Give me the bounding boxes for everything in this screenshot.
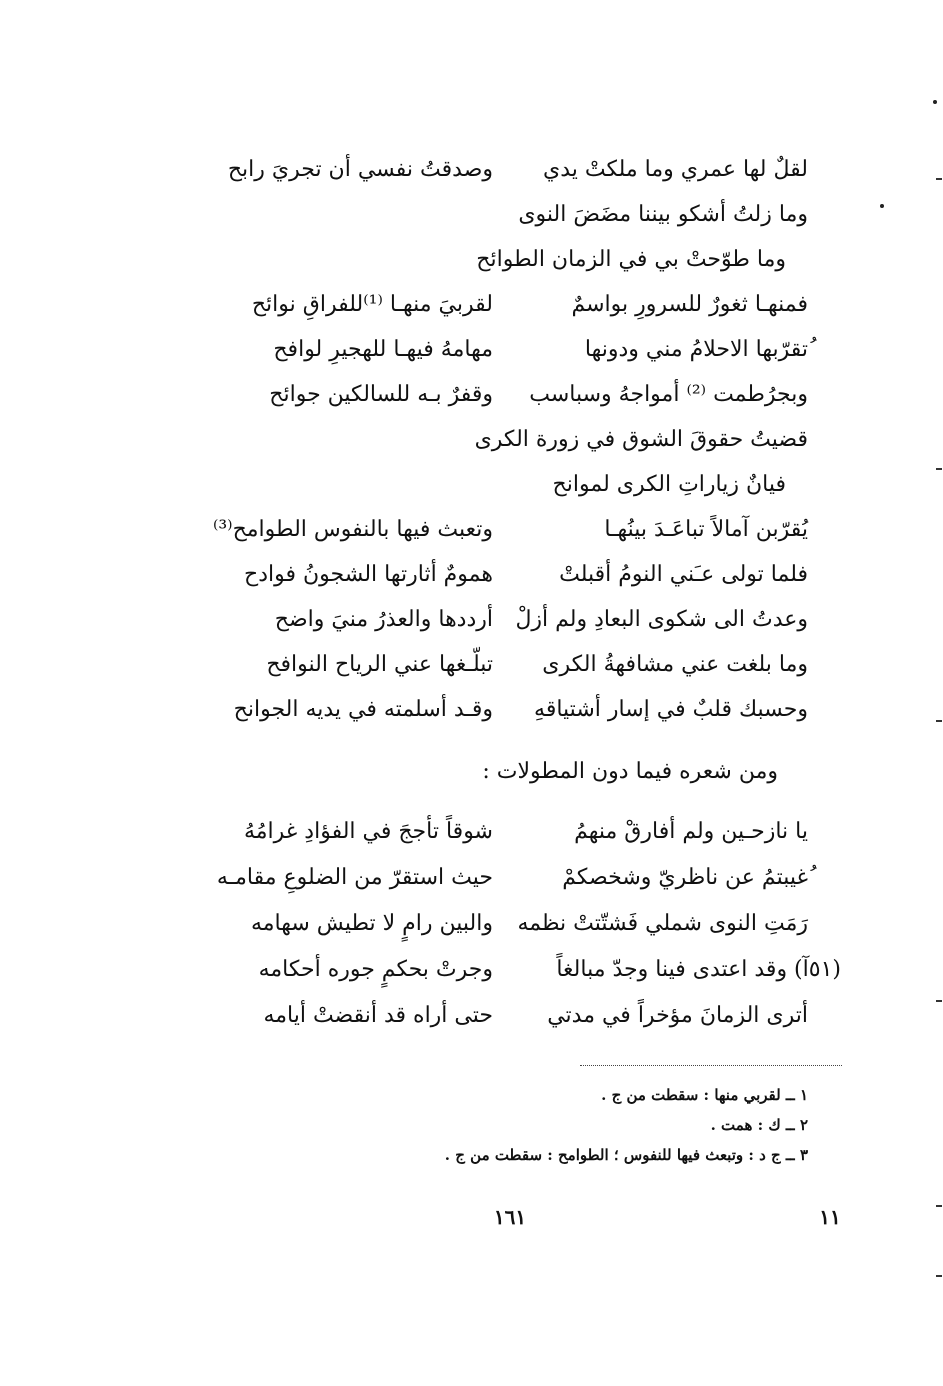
verse-11-hemistich-2: أرددها والعذرُ منيَ واضح — [274, 607, 493, 632]
verse-line-10 — [208, 555, 808, 595]
verse-9-hemistich-2: وتعبث فيها بالنفوس الطوامح⁽³⁾ — [212, 517, 493, 542]
section-intro — [208, 752, 808, 792]
verse2-4-hemistich-1: (٥١آ) وقد اعتدى فينا وجدّ مبالغاً — [556, 957, 841, 982]
verse-7-hemistich-1: قضيتُ حقوقَ الشوق في زورة الكرى — [474, 427, 808, 452]
scan-mark — [933, 100, 937, 104]
verse-line-8 — [208, 465, 808, 505]
verse-2-hemistich-1: وما زلتُ أشكو بيننا مضَضَ النوى — [518, 202, 808, 227]
footnote-1-text: ١ ــ لقربي منها : سقطت من ج . — [601, 1086, 808, 1104]
scan-mark — [880, 204, 884, 208]
verse-8-hemistich-1: فيانٌ زياراتِ الكرى لموانح — [552, 472, 786, 497]
verse-10-hemistich-1: فلما تولى عـَني النومُ أقبلتْ — [559, 562, 808, 587]
verse-12-hemistich-1: وما بلغت عني مشافهةُ الكرى — [542, 652, 808, 677]
scan-mark — [936, 1205, 942, 1207]
verse2-3-hemistich-1: رَمَتِ النوى شملي فَشتّتتْ نظمه — [517, 911, 808, 936]
verse-12-hemistich-2: تبلّـغها عني الرياح النوافح — [266, 652, 493, 677]
scan-mark — [936, 1275, 942, 1277]
scan-mark — [936, 720, 942, 722]
scan-mark — [936, 178, 942, 180]
verse2-line-4 — [208, 950, 841, 990]
verse-6-hemistich-2: وقفرٌ بـه للسالكين جوائح — [269, 382, 493, 407]
verse-line-2 — [208, 195, 808, 235]
verse-6-hemistich-1: وبجرُطمت ⁽²⁾ أمواجهُ وسباسب — [529, 382, 808, 407]
footnote-3 — [208, 1143, 808, 1167]
verse-10-hemistich-2: همومٌ أثارتها الشجونُ فوادح — [244, 562, 493, 587]
verse-line-11 — [208, 600, 808, 640]
verse-3-hemistich-1: وما طوّحتْ بي في الزمان الطوائح — [476, 247, 786, 272]
verse-line-7 — [208, 420, 808, 460]
verse-line-3 — [208, 240, 808, 280]
verse-4-hemistich-2: لقربيَ منهـا ⁽¹⁾للفراقِ نوائح — [251, 292, 493, 317]
verse2-line-1 — [208, 812, 808, 852]
verse-13-hemistich-2: وقـد أسلمته في يديه الجوانح — [233, 697, 493, 722]
footnote-2 — [208, 1113, 808, 1137]
scan-mark — [936, 468, 942, 470]
verse-line-6 — [208, 375, 808, 415]
verse2-2-hemistich-2: حيث استقرّ من الضلوعِ مقامـه — [216, 865, 493, 890]
verse2-4-hemistich-2: وجرتْ بحكمٍ جوره أحكامه — [258, 957, 493, 982]
verse-5-hemistich-2: مهامهُ فيهـا للهجيرِ لوافح — [273, 337, 493, 362]
footnote-3-text: ٣ ــ ج د : وتبعث فيها للنفوس ؛ الطوامح : سقطت من ج . — [444, 1146, 808, 1164]
verse2-5-hemistich-2: حتى أراه قد أنقضتْ أيامه — [263, 1003, 493, 1028]
verse2-1-hemistich-2: شوقاً تأججَ في الفؤادِ غرامُهُ — [243, 819, 493, 844]
verse-line-1 — [208, 150, 808, 190]
verse-line-5 — [208, 330, 808, 370]
section-intro-text: ومن شعره فيما دون المطولات : — [482, 759, 778, 784]
verse-4-hemistich-1: فمنهـا ثغورٌ للسرورِ بواسمٌ — [571, 292, 808, 317]
verse2-5-hemistich-1: أترى الزمانَ مؤخراً في مدتي — [547, 1003, 808, 1028]
footnote-separator — [580, 1065, 842, 1066]
verse-13-hemistich-1: وحسبك قلبٌ في إسار أشتياقهِ — [534, 697, 808, 722]
verse-line-12 — [208, 645, 808, 685]
scan-mark — [936, 1000, 942, 1002]
verse-line-13 — [208, 690, 808, 730]
verse2-line-5 — [208, 996, 808, 1036]
verse2-3-hemistich-2: والبين رامٍ لا تطيش سهامه — [250, 911, 493, 936]
verse-9-hemistich-1: يُقرّبن آمالاً تباعَـدَ بينُهـا — [604, 517, 808, 542]
verse2-2-hemistich-1: ُغيبتمُ عن ناظريّ وشخصكمْ — [562, 865, 808, 890]
verse-5-hemistich-1: ُتقرّبها الاحلامُ مني ودونها — [584, 337, 808, 362]
verse-line-4 — [208, 285, 808, 325]
footnote-2-text: ٢ ــ ك : همت . — [710, 1116, 808, 1134]
verse-1-hemistich-1: لقلٌ لها عمري وما ملكتْ يدي — [542, 157, 808, 182]
verse2-line-2 — [208, 858, 808, 898]
page-number: ١٦١ — [493, 1205, 527, 1229]
verse2-line-3 — [208, 904, 808, 944]
verse-1-hemistich-2: وصدقتُ نفسي أن تجريَ رابح — [227, 157, 493, 182]
verse-line-9 — [208, 510, 808, 550]
verse2-1-hemistich-1: يا نازحـين ولم أفارقْ منهمُ — [574, 819, 808, 844]
signature-number: ١١ — [819, 1205, 841, 1229]
footnote-1 — [208, 1083, 808, 1107]
verse-11-hemistich-1: وعدتُ الى شكوى البعادِ ولم أزلْ — [515, 607, 808, 632]
